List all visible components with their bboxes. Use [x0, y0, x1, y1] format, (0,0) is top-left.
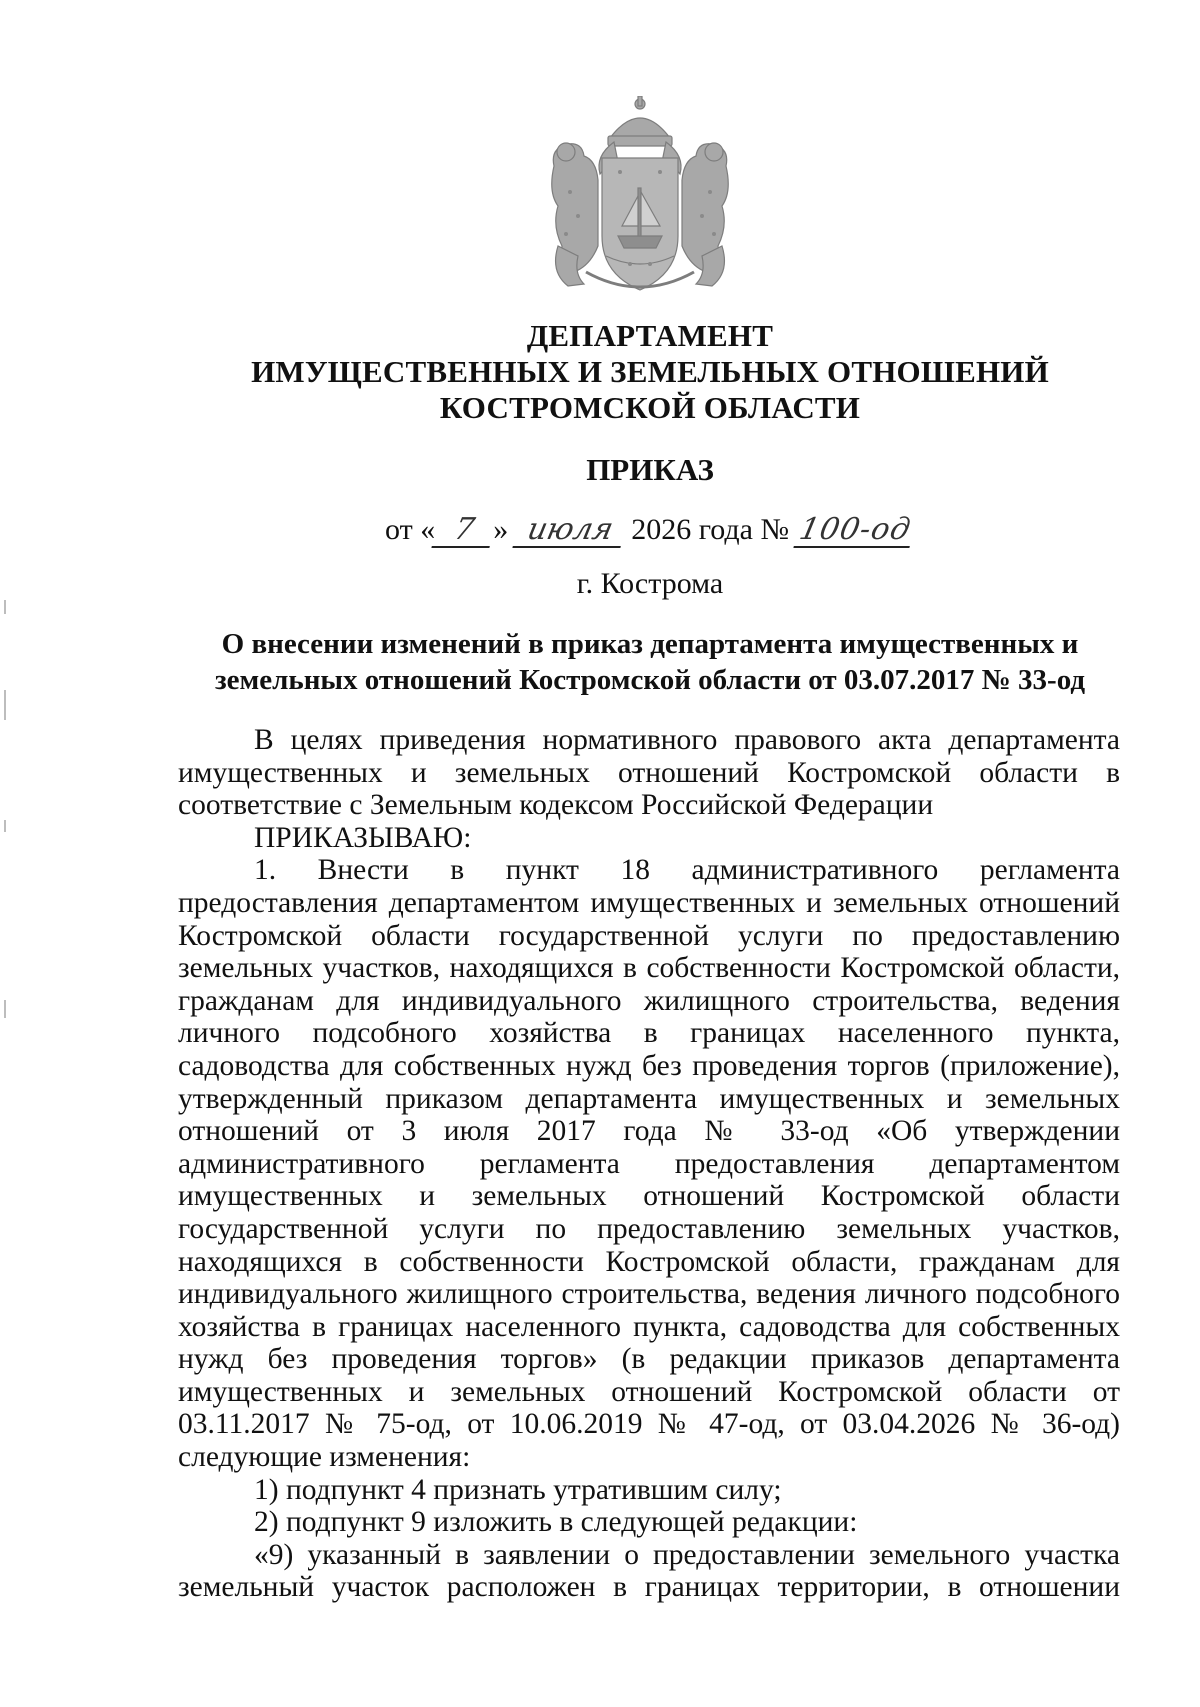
department-title-line-1: ДЕПАРТАМЕНТ	[526, 318, 774, 353]
handwritten-month: июля	[512, 514, 627, 548]
coat-of-arms-emblem	[540, 96, 740, 296]
order-subject: О внесении изменений в приказ департамента имущественных и земельных отношений Костромской области от 03.07.2017 № 33-од	[214, 628, 1086, 696]
date-prefix: от «	[385, 513, 436, 546]
handwritten-order-number: 100-од	[793, 514, 916, 548]
handwritten-day: 7	[432, 514, 497, 548]
date-number-line	[385, 512, 913, 548]
department-title-line-2: ИМУЩЕСТВЕННЫХ И ЗЕМЕЛЬНЫХ ОТНОШЕНИЙ	[251, 354, 1049, 389]
document-type-title: ПРИКАЗ	[586, 452, 714, 487]
paragraph-item-1: 1. Внести в пункт 18 административного регламента предоставления департаментом имущественных и земельных отношений Костромской области государственной услуги по предоставлению земельных участков, находящихся в собственности Костромской области, гражданам для индивидуального жилищного строительства, ведения личного подсобного хозяйства в границах населенного пункта, садоводства для собственных нужд без проведения торгов (приложение), утвержденный приказом департамента имущественных и земельных отношений от 3 июля 2017 года № 33-од «Об утверждении административного регламента предоставления департаментом имущественных и земельных отношений Костромской области государственной услуги по предоставлению земельных участков, находящихся в собственности Костромской области, гражданам для индивидуального жилищного строительства, ведения личного подсобного хозяйства в границах населенного пункта, садоводства для собственных нужд без проведения торгов» (в редакции приказов департамента имущественных и земельных отношений Костромской области от 03.11.2017 № 75-од, от 10.06.2019 № 47-од, от 03.04.2026 № 36-од) следующие изменения:	[178, 854, 1120, 1474]
paragraph-subitem-2: 2) подпункт 9 изложить в следующей редакции:	[254, 1506, 858, 1539]
paragraph-order-word: ПРИКАЗЫВАЮ:	[254, 821, 472, 854]
city-line: г. Кострома	[576, 567, 724, 600]
scan-artifact	[4, 600, 6, 614]
paragraph-purpose: В целях приведения нормативного правового акта департамента имущественных и земельных отношений Костромской области в соответствие с Земельным кодексом Российской Федерации	[178, 724, 1120, 822]
scan-artifact	[4, 1000, 6, 1018]
paragraph-quoted-item-9: «9) указанный в заявлении о предоставлении земельного участка земельный участок расположен в границах территории, в отношении	[178, 1538, 1120, 1604]
department-title-line-3: КОСТРОМСКОЙ ОБЛАСТИ	[439, 390, 861, 425]
scan-artifact	[4, 820, 6, 832]
scan-artifact	[4, 690, 6, 720]
date-mid: »	[493, 513, 509, 546]
order-body	[178, 724, 1120, 1604]
year-text: 2026 года №	[631, 513, 790, 546]
paragraph-subitem-1: 1) подпункт 4 признать утратившим силу;	[254, 1473, 782, 1506]
